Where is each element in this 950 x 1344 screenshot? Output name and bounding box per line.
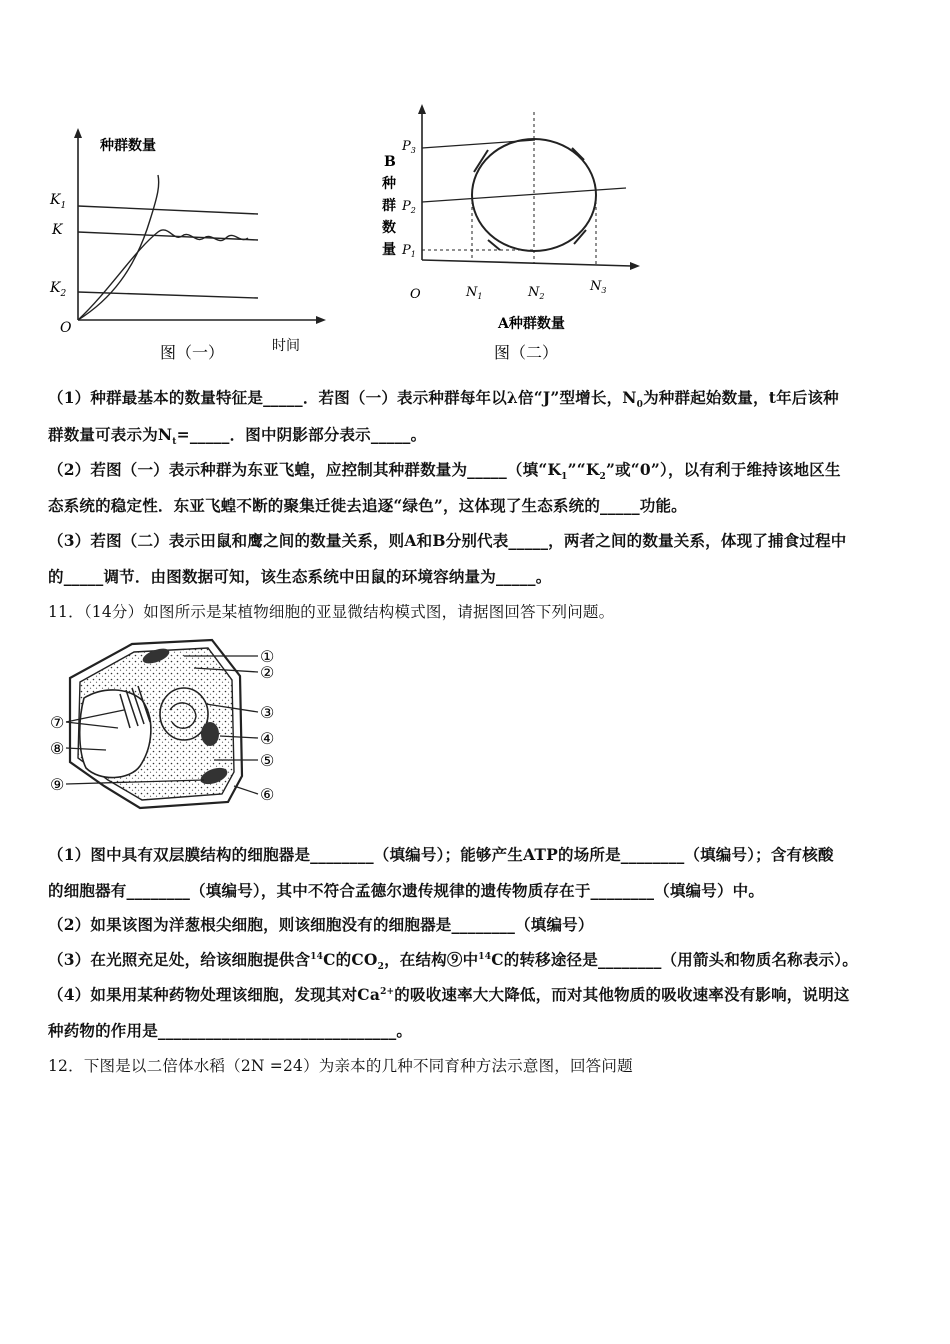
- fig2-x-axis: [422, 260, 632, 266]
- figure-1-population-graph: [40, 120, 340, 370]
- fig2-ylabel-1: B: [384, 154, 396, 170]
- q11-line-1: （1）图中具有双层膜结构的细胞器是________（填编号）；能够产生ATP的场所是________（填编号）；含有核酸: [48, 845, 834, 864]
- label-1: ①: [260, 647, 275, 666]
- fig2-ylabel-2: 种: [382, 176, 396, 192]
- fig1-ylabel: 种群数量: [100, 138, 156, 154]
- label-7: ⑦: [50, 713, 65, 732]
- q11-line-4: （3）在光照充足处，给该细胞提供含$^{14}$C的$CO_2$，在结构⑨中$^{14}$C的转移途径是________（用箭头和物质名称表示）。: [48, 950, 858, 973]
- q11-line-6: 种药物的作用是______________________________。: [48, 1021, 413, 1040]
- mitochondrion-a: [201, 722, 219, 746]
- label-5: ⑤: [260, 751, 275, 770]
- fig1-k1-line: [78, 206, 258, 214]
- fig1-k1-label: $K_1$: [50, 192, 67, 211]
- label-6: ⑥: [260, 785, 275, 804]
- q11-line-3: （2）如果该图为洋葱根尖细胞，则该细胞没有的细胞器是________（填编号）: [48, 915, 594, 934]
- q10-line-4: 态系统的稳定性．东亚飞蝗不断的聚集迁徙去追逐“绿色”，这体现了生态系统的_____功能。: [48, 496, 687, 515]
- cell-vacuole: [80, 690, 151, 778]
- label-8: ⑧: [50, 739, 65, 758]
- fig2-y-arrow: [418, 104, 426, 114]
- q11-title: 11．（14分）如图所示是某植物细胞的亚显微结构模式图，请据图回答下列问题。: [48, 603, 615, 621]
- fig1-k-label: K: [52, 222, 63, 238]
- q11-line-5: （4）如果用某种药物处理该细胞，发现其对$Ca^{2+}$的吸收速率大大降低，而对其他物质的吸收速率没有影响，说明这: [48, 985, 850, 1004]
- fig1-origin: O: [60, 320, 72, 336]
- q11-line-2: 的细胞器有________（填编号），其中不符合孟德尔遗传规律的遗传物质存在于________（填编号）中。: [48, 881, 765, 900]
- q12-title: 12．下图是以二倍体水稻（2N =24）为亲本的几种不同育种方法示意图，回答问题: [48, 1057, 633, 1075]
- label-2: ②: [260, 663, 275, 682]
- label-9: ⑨: [50, 775, 65, 794]
- fig1-k2-line: [78, 292, 258, 298]
- fig2-caption: 图（二）: [494, 343, 559, 362]
- fig2-ylabel-5: 量: [382, 242, 396, 258]
- fig1-caption: 图（一）: [160, 343, 225, 362]
- q10-line-1: （1）种群最基本的数量特征是_____．若图（一）表示种群每年以λ倍“J”型增长，$N_0$为种群起始数量，t年后该种: [48, 388, 839, 411]
- fig2-origin: O: [410, 287, 421, 302]
- figure-plant-cell: [44, 636, 294, 814]
- fig2-n2-label: $N_2$: [528, 285, 545, 301]
- q10-line-5: （3）若图（二）表示田鼠和鹰之间的数量关系，则A和B分别代表_____，两者之间的数量关系，体现了捕食过程中: [48, 531, 847, 550]
- fig1-x-arrow: [316, 316, 326, 324]
- fig1-s-curve: [78, 230, 248, 320]
- q10-line-3: （2）若图（一）表示种群为东亚飞蝗，应控制其种群数量为_____（填“$K_1”“K_2$”或“0”），以有利于维持该地区生: [48, 460, 841, 483]
- fig1-y-arrow: [74, 128, 82, 138]
- fig1-j-curve: [78, 175, 159, 320]
- fig2-n1-label: $N_1$: [466, 285, 483, 301]
- fig2-ylabel-3: 群: [382, 198, 396, 214]
- label-4: ④: [260, 729, 275, 748]
- q10-line-2: 群数量可表示为$N_t=\_\_\_\_\_$．图中阴影部分表示_____。: [48, 425, 427, 448]
- fig2-xlabel: A种群数量: [498, 316, 565, 332]
- fig2-n3-label: $N_3$: [590, 279, 607, 295]
- figure-2-predator-prey-graph: [370, 100, 670, 370]
- q10-line-6: 的_____调节．由图数据可知，该生态系统中田鼠的环境容纳量为_____。: [48, 567, 552, 586]
- fig2-p1-label: $P_1$: [402, 243, 416, 259]
- fig1-k2-label: $K_2$: [50, 280, 67, 299]
- fig2-ylabel-4: 数: [382, 220, 396, 236]
- fig2-p2-label: $P_2$: [402, 199, 416, 215]
- label-3: ③: [260, 703, 275, 722]
- fig2-arrow-tr: [572, 148, 584, 160]
- fig2-x-arrow: [630, 262, 640, 270]
- fig1-xlabel: 时间: [272, 338, 300, 354]
- fig2-p3-label: $P_3$: [402, 139, 416, 155]
